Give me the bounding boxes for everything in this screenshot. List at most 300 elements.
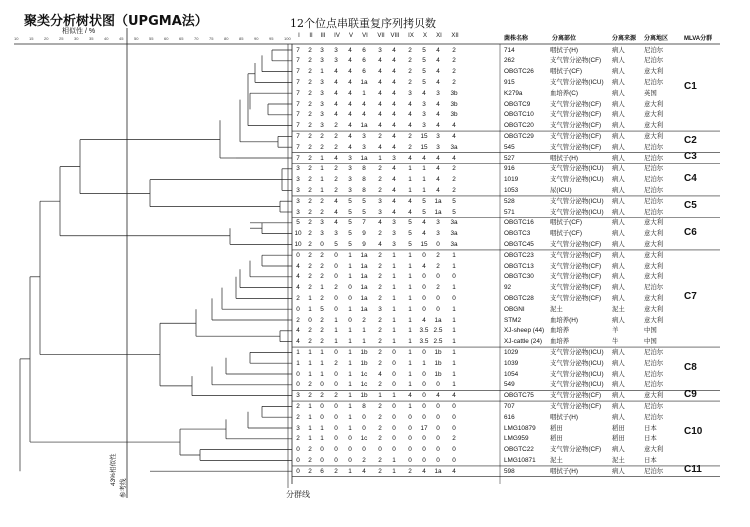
- locus-value: 1c: [360, 370, 368, 378]
- isolation-region: 意大利: [644, 262, 664, 270]
- table-row: [0, 88, 750, 99]
- isolation-site: 支气管分泌物(ICU): [550, 348, 604, 356]
- locus-value: 1: [392, 316, 396, 324]
- axis-tick: 85: [239, 36, 244, 41]
- locus-value: 1: [392, 284, 396, 292]
- table-row: [0, 109, 750, 120]
- locus-header: I: [298, 33, 300, 39]
- locus-value: 2: [452, 435, 456, 443]
- locus-value: 4: [392, 68, 396, 76]
- locus-value: 2: [452, 57, 456, 65]
- locus-value: 4: [408, 122, 412, 130]
- locus-value: 1b: [434, 348, 442, 356]
- axis-tick: 10: [14, 36, 19, 41]
- strain-name: 571: [504, 208, 515, 216]
- locus-value: 2: [308, 186, 312, 194]
- isolation-site: 支气管分泌物(ICU): [550, 370, 604, 378]
- isolation-region: 尼泊尔: [644, 284, 664, 292]
- locus-value: 2: [378, 294, 382, 302]
- locus-value: 0: [392, 381, 396, 389]
- locus-value: 1: [308, 402, 312, 410]
- table-row: [0, 433, 750, 444]
- isolation-region: 意大利: [644, 68, 664, 76]
- locus-value: 3: [348, 176, 352, 184]
- locus-value: 7: [296, 57, 300, 65]
- locus-value: 4: [422, 219, 426, 227]
- locus-value: 1: [348, 402, 352, 410]
- locus-value: 5: [348, 208, 352, 216]
- locus-value: 4: [422, 154, 426, 162]
- locus-value: 1: [348, 305, 352, 313]
- isolation-source: 病人: [612, 413, 625, 421]
- isolation-source: 病人: [612, 230, 625, 238]
- isolation-region: 中国: [644, 327, 657, 335]
- locus-value: 0: [436, 413, 440, 421]
- locus-value: 2: [378, 435, 382, 443]
- locus-value: 4: [436, 122, 440, 130]
- locus-value: 1: [408, 305, 412, 313]
- isolation-region: 尼泊尔: [644, 78, 664, 86]
- locus-value: 3: [320, 219, 324, 227]
- isolation-source: 病人: [612, 381, 625, 389]
- locus-value: 2: [378, 262, 382, 270]
- locus-value: 0: [320, 446, 324, 454]
- isolation-source: 病人: [612, 240, 625, 248]
- isolation-region: 尼泊尔: [644, 413, 664, 421]
- column-header-source: 分离来源: [612, 36, 637, 42]
- locus-value: 0: [334, 381, 338, 389]
- locus-value: 3: [296, 176, 300, 184]
- locus-value: 0: [408, 456, 412, 464]
- column-header-strain: 菌株名称: [504, 36, 529, 42]
- locus-value: 3: [392, 240, 396, 248]
- locus-value: 1: [348, 381, 352, 389]
- locus-value: 1: [392, 294, 396, 302]
- locus-value: 1: [308, 359, 312, 367]
- locus-value: 1: [452, 359, 456, 367]
- figure-title: 聚类分析树状图（UPGMA法）: [24, 14, 208, 29]
- locus-value: 2.5: [433, 327, 443, 335]
- locus-value: 4: [392, 122, 396, 130]
- locus-value: 0: [296, 370, 300, 378]
- table-row: [0, 379, 750, 390]
- strain-name: 915: [504, 78, 515, 86]
- locus-value: 4: [436, 154, 440, 162]
- isolation-region: 尼泊尔: [644, 154, 664, 162]
- locus-value: 1: [392, 338, 396, 346]
- locus-value: 2: [408, 46, 412, 54]
- locus-value: 1: [320, 424, 324, 432]
- locus-value: 1: [320, 435, 324, 443]
- locus-value: 1: [452, 316, 456, 324]
- strain-name: 916: [504, 165, 515, 173]
- locus-value: 2: [378, 338, 382, 346]
- locus-value: 1: [308, 435, 312, 443]
- locus-value: 5: [334, 240, 338, 248]
- strain-name: 528: [504, 197, 515, 205]
- locus-value: 2: [308, 467, 312, 475]
- locus-value: 4: [348, 78, 352, 86]
- isolation-site: 支气管分泌物(CF): [550, 446, 602, 454]
- locus-value: 4: [362, 467, 366, 475]
- isolation-source: 病人: [612, 467, 625, 475]
- locus-value: 1: [296, 348, 300, 356]
- locus-value: 17: [420, 424, 428, 432]
- isolation-region: 尼泊尔: [644, 381, 664, 389]
- locus-value: 1: [348, 424, 352, 432]
- locus-value: 5: [422, 197, 426, 205]
- locus-value: 8: [362, 165, 366, 173]
- locus-value: 2: [378, 284, 382, 292]
- locus-value: 0: [296, 467, 300, 475]
- locus-value: 2: [362, 316, 366, 324]
- isolation-site: 支气管分泌物(CF): [550, 284, 602, 292]
- isolation-site: 支气管分泌物(CF): [550, 262, 602, 270]
- isolation-source: 病人: [612, 78, 625, 86]
- locus-value: 4: [452, 392, 456, 400]
- locus-value: 0: [436, 402, 440, 410]
- isolation-site: 支气管分泌物(ICU): [550, 176, 604, 184]
- locus-value: 2: [308, 456, 312, 464]
- locus-value: 15: [420, 240, 428, 248]
- locus-value: 5: [408, 230, 412, 238]
- cluster-label: C8: [684, 361, 697, 373]
- cluster-label: C1: [684, 80, 697, 92]
- locus-value: 4: [362, 100, 366, 108]
- locus-value: 2: [334, 143, 338, 151]
- locus-value: 3: [436, 143, 440, 151]
- locus-value: 2: [408, 132, 412, 140]
- locus-value: 4: [378, 122, 382, 130]
- isolation-source: 病人: [612, 251, 625, 259]
- isolation-region: 意大利: [644, 305, 664, 313]
- locus-value: 4: [408, 100, 412, 108]
- locus-value: 7: [296, 100, 300, 108]
- locus-value: 2: [308, 273, 312, 281]
- locus-value: 0: [308, 316, 312, 324]
- locus-value: 8: [362, 402, 366, 410]
- locus-value: 4: [348, 143, 352, 151]
- isolation-site: 咽拭子(H): [550, 154, 579, 162]
- table-row: [0, 250, 750, 261]
- table-row: [0, 369, 750, 380]
- locus-value: 3: [422, 111, 426, 119]
- locus-value: 4: [334, 208, 338, 216]
- locus-value: 2: [378, 316, 382, 324]
- locus-value: 2: [296, 413, 300, 421]
- isolation-site: 咽拭子(H): [550, 46, 579, 54]
- isolation-source: 病人: [612, 446, 625, 454]
- isolation-site: 支气管分泌物(CF): [550, 392, 602, 400]
- locus-value: 4: [392, 186, 396, 194]
- locus-value: 0: [296, 305, 300, 313]
- isolation-source: 泥土: [612, 456, 625, 464]
- locus-value: 4: [408, 208, 412, 216]
- locus-value: 1: [320, 68, 324, 76]
- isolation-source: 病人: [612, 57, 625, 65]
- locus-value: 0: [422, 294, 426, 302]
- locus-value: 1: [408, 176, 412, 184]
- locus-value: 0: [422, 456, 426, 464]
- axis-tick: 80: [224, 36, 229, 41]
- locus-value: 2: [320, 327, 324, 335]
- locus-value: 1: [308, 370, 312, 378]
- locus-header: XI: [436, 33, 442, 39]
- locus-value: 6: [362, 46, 366, 54]
- locus-value: 2: [378, 348, 382, 356]
- isolation-region: 尼泊尔: [644, 348, 664, 356]
- cluster-label: C3: [684, 151, 697, 162]
- isolation-source: 病人: [612, 370, 625, 378]
- locus-value: 15: [420, 132, 428, 140]
- locus-value: 0: [422, 273, 426, 281]
- locus-value: 4: [392, 143, 396, 151]
- locus-value: 1: [348, 273, 352, 281]
- locus-value: 2: [296, 435, 300, 443]
- strain-name: OBGNI: [504, 305, 525, 313]
- isolation-source: 病人: [612, 359, 625, 367]
- strain-name: OBGTC3: [504, 230, 531, 238]
- locus-value: 0: [422, 413, 426, 421]
- locus-value: 1: [392, 392, 396, 400]
- locus-value: 2: [320, 132, 324, 140]
- axis-tick: 75: [209, 36, 214, 41]
- locus-value: 1: [408, 402, 412, 410]
- strain-name: OBGTC75: [504, 392, 534, 400]
- locus-value: 0: [436, 456, 440, 464]
- cluster-label: C10: [684, 426, 703, 438]
- isolation-region: 意大利: [644, 122, 664, 130]
- locus-value: 1: [378, 154, 382, 162]
- table-row: [0, 347, 750, 358]
- locus-value: 4: [452, 122, 456, 130]
- locus-value: 2: [408, 467, 412, 475]
- table-row: [0, 358, 750, 369]
- locus-value: 4: [422, 316, 426, 324]
- locus-value: 1: [408, 294, 412, 302]
- axis-tick: 100: [284, 36, 291, 41]
- locus-value: 2: [308, 381, 312, 389]
- locus-value: 3: [296, 165, 300, 173]
- locus-value: 5: [348, 219, 352, 227]
- locus-value: 0: [320, 456, 324, 464]
- table-row: [0, 228, 750, 239]
- locus-value: 1b: [360, 348, 368, 356]
- locus-value: 7: [296, 143, 300, 151]
- isolation-region: 尼泊尔: [644, 370, 664, 378]
- locus-header: V: [348, 33, 353, 39]
- locus-value: 1: [348, 251, 352, 259]
- locus-value: 2: [436, 284, 440, 292]
- locus-value: 7: [296, 122, 300, 130]
- isolation-site: 咽拭子(H): [550, 413, 579, 421]
- locus-value: 1: [392, 262, 396, 270]
- locus-value: 4: [334, 154, 338, 162]
- locus-value: 1: [452, 338, 456, 346]
- locus-value: 4: [334, 111, 338, 119]
- locus-value: 1: [296, 359, 300, 367]
- reference-line-label: 43%相似性: [110, 453, 117, 486]
- locus-value: 0: [334, 273, 338, 281]
- isolation-region: 中国: [644, 338, 657, 346]
- locus-value: 0: [334, 435, 338, 443]
- locus-value: 2: [334, 176, 338, 184]
- locus-value: 1: [320, 176, 324, 184]
- locus-value: 1: [362, 89, 366, 97]
- locus-value: 1: [348, 348, 352, 356]
- isolation-source: 病人: [612, 197, 625, 205]
- locus-value: 3: [422, 100, 426, 108]
- locus-value: 4: [392, 208, 396, 216]
- locus-value: 4: [422, 230, 426, 238]
- locus-value: 4: [378, 68, 382, 76]
- locus-value: 0: [296, 456, 300, 464]
- strain-name: XJ-sheep (44): [504, 327, 545, 335]
- locus-value: 9: [362, 240, 366, 248]
- locus-value: 5: [422, 208, 426, 216]
- locus-value: 0: [392, 413, 396, 421]
- strain-name: OBGTC10: [504, 111, 534, 119]
- axis-tick: 90: [254, 36, 259, 41]
- isolation-site: 血培养: [550, 338, 570, 346]
- isolation-region: 意大利: [644, 273, 664, 281]
- locus-value: 2: [362, 456, 366, 464]
- locus-value: 2: [308, 165, 312, 173]
- locus-value: 4: [378, 240, 382, 248]
- locus-value: 0: [436, 305, 440, 313]
- locus-value: 4: [348, 132, 352, 140]
- table-row: [0, 131, 750, 142]
- locus-value: 2: [334, 132, 338, 140]
- locus-value: 1a: [360, 273, 368, 281]
- isolation-region: 意大利: [644, 111, 664, 119]
- locus-value: 0: [334, 456, 338, 464]
- locus-value: 1: [320, 370, 324, 378]
- locus-value: 4: [392, 46, 396, 54]
- locus-value: 4: [348, 46, 352, 54]
- locus-value: 3.5: [419, 327, 429, 335]
- isolation-site: 稻田: [550, 424, 563, 432]
- locus-value: 2: [408, 78, 412, 86]
- locus-value: 4: [296, 262, 300, 270]
- isolation-site: 尿(ICU): [550, 186, 572, 194]
- locus-value: 5: [452, 208, 456, 216]
- isolation-source: 病人: [612, 165, 625, 173]
- locus-value: 4: [392, 57, 396, 65]
- locus-value: 1b: [360, 359, 368, 367]
- locus-value: 2: [334, 359, 338, 367]
- strain-name: OBGTC13: [504, 262, 534, 270]
- locus-value: 0: [348, 446, 352, 454]
- locus-value: 2: [378, 381, 382, 389]
- locus-value: 0: [296, 381, 300, 389]
- locus-value: 2: [320, 251, 324, 259]
- locus-value: 4: [378, 370, 382, 378]
- locus-value: 2: [378, 456, 382, 464]
- locus-value: 1: [408, 316, 412, 324]
- locus-value: 3: [296, 208, 300, 216]
- locus-value: 1: [334, 316, 338, 324]
- isolation-site: 支气管分泌物(ICU): [550, 197, 604, 205]
- locus-header: II: [309, 33, 313, 39]
- locus-value: 1: [348, 262, 352, 270]
- locus-value: 0: [348, 284, 352, 292]
- locus-value: 4: [422, 89, 426, 97]
- isolation-site: 支气管分泌物(CF): [550, 57, 602, 65]
- locus-value: 2: [308, 46, 312, 54]
- locus-value: 3: [436, 219, 440, 227]
- locus-value: 2: [408, 57, 412, 65]
- locus-value: 2: [452, 186, 456, 194]
- locus-value: 3a: [450, 219, 458, 227]
- cluster-label: C2: [684, 134, 697, 146]
- locus-value: 6: [320, 467, 324, 475]
- table-row: [0, 304, 750, 315]
- locus-value: 3: [436, 230, 440, 238]
- locus-value: 2: [378, 413, 382, 421]
- strain-name: 1054: [504, 370, 519, 378]
- locus-value: 3: [362, 132, 366, 140]
- locus-value: 0: [362, 413, 366, 421]
- locus-value: 1: [308, 294, 312, 302]
- locus-value: 5: [362, 197, 366, 205]
- strain-name: 1019: [504, 176, 519, 184]
- isolation-site: 支气管分泌物(CF): [550, 402, 602, 410]
- isolation-region: 意大利: [644, 392, 664, 400]
- locus-value: 3a: [450, 240, 458, 248]
- locus-value: 2: [308, 154, 312, 162]
- isolation-source: 病人: [612, 68, 625, 76]
- isolation-region: 意大利: [644, 240, 664, 248]
- locus-value: 2: [452, 78, 456, 86]
- locus-value: 2: [308, 68, 312, 76]
- locus-value: 1: [408, 284, 412, 292]
- table-row: [0, 293, 750, 304]
- column-header-mlva: MLVA分群: [684, 36, 713, 42]
- locus-value: 2: [308, 176, 312, 184]
- locus-value: 3.5: [419, 338, 429, 346]
- locus-value: 2: [296, 402, 300, 410]
- locus-value: 2: [308, 327, 312, 335]
- locus-value: 4: [378, 89, 382, 97]
- locus-value: 2: [308, 89, 312, 97]
- locus-value: 5: [408, 219, 412, 227]
- locus-value: 2: [378, 132, 382, 140]
- isolation-site: 咽拭子(CF): [550, 68, 582, 76]
- locus-value: 3: [392, 219, 396, 227]
- locus-value: 0: [392, 424, 396, 432]
- locus-value: 4: [334, 68, 338, 76]
- locus-value: 0: [422, 446, 426, 454]
- locus-value: 3: [378, 197, 382, 205]
- locus-value: 0: [422, 284, 426, 292]
- isolation-region: 尼泊尔: [644, 467, 664, 475]
- locus-value: 3: [348, 154, 352, 162]
- locus-value: 4: [436, 176, 440, 184]
- locus-value: 3: [348, 165, 352, 173]
- locus-value: 4: [348, 68, 352, 76]
- isolation-region: 意大利: [644, 132, 664, 140]
- locus-value: 0: [348, 456, 352, 464]
- strain-name: LMG959: [504, 435, 529, 443]
- axis-tick: 50: [134, 36, 139, 41]
- locus-value: 4: [392, 111, 396, 119]
- locus-value: 0: [320, 240, 324, 248]
- isolation-site: 支气管分泌物(ICU): [550, 359, 604, 367]
- isolation-source: 病人: [612, 111, 625, 119]
- locus-value: 4: [392, 165, 396, 173]
- locus-value: 4: [392, 78, 396, 86]
